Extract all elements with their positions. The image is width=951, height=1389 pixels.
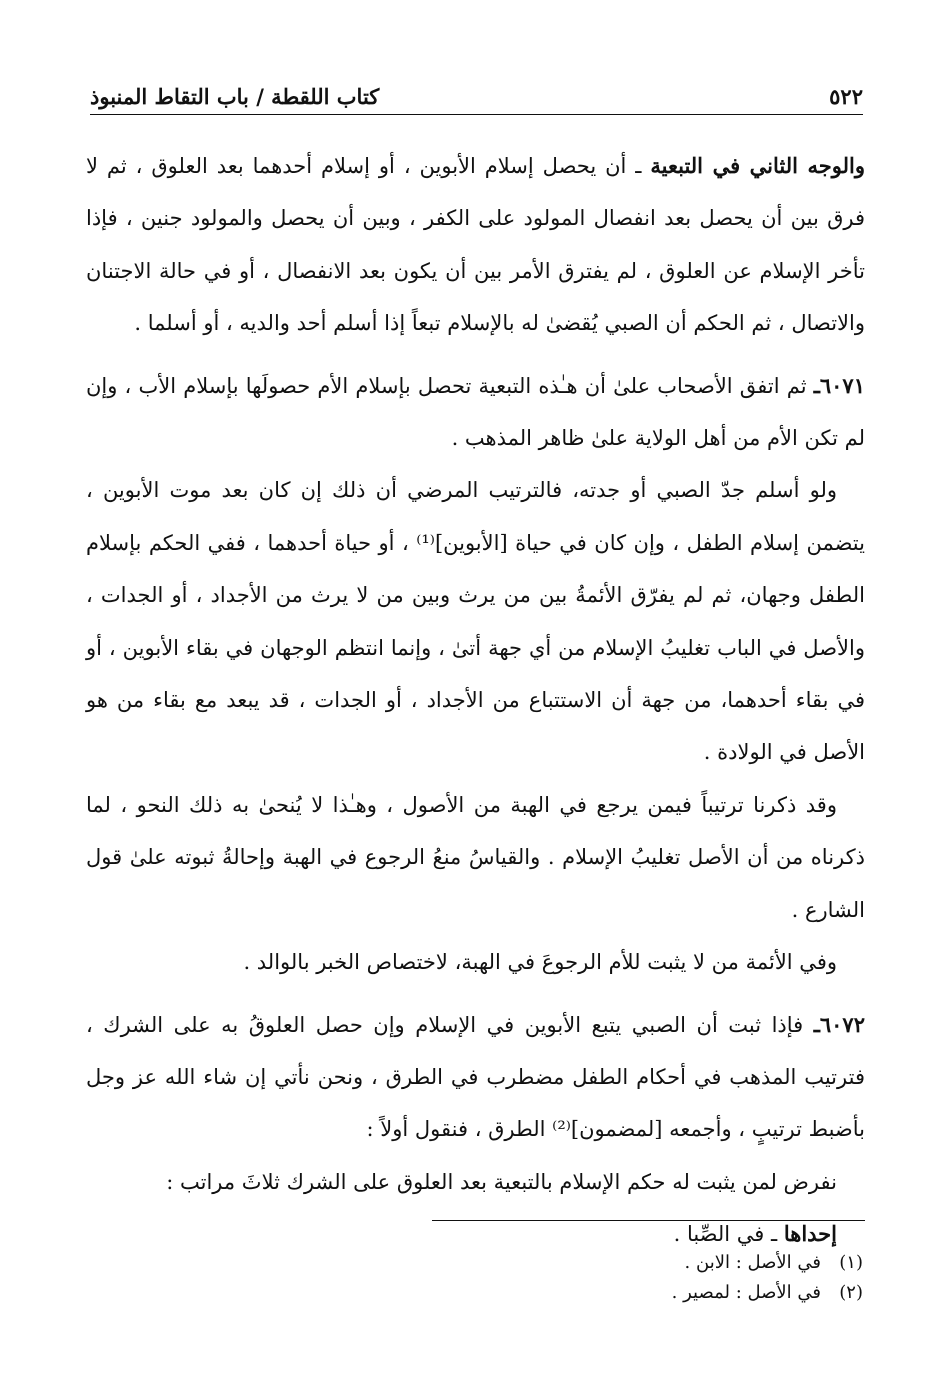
footnote-text: في الأصل : لمصير . [671, 1282, 821, 1303]
page-number: ٥٢٢ [829, 84, 863, 109]
footnote [90, 1278, 863, 1308]
paragraph-lead: والوجه الثاني في التبعية [650, 153, 866, 178]
paragraph-text: ولو أسلم جدّ الصبي أو جدته، فالترتيب المرضي أن ذلك إن كان بعد موت الأبوين ، يتضمن إسلام الطفل ، وإن كان في حياة [الأبوين]⁽¹⁾ ، أو حياة أحدهما ، ففي الحكم بإسلام الطفل وجهان، ثم لم يفرّق الأئمةُ بين من يرث وبين من لا يرث من الأجداد ، أو الجدات ، والأصل في الباب تغليبُ الإسلام من أي جهة أتىٰ ، وإنما انتظم الوجهان في بقاء الأبوين ، أو في بقاء أحدهما، من جهة أن الاستتباع من الأجداد ، أو الجدات ، قد يبعد مع بقاء من هو الأصل في الولادة . [86, 478, 865, 765]
paragraph-text: نفرض لمن يثبت له حكم الإسلام بالتبعية بعد العلوق على الشرك ثلاثَ مراتب : [166, 1169, 837, 1194]
main-text [86, 140, 865, 1261]
paragraph [86, 1156, 865, 1208]
running-header [90, 80, 863, 115]
footnotes [90, 1248, 863, 1308]
section-number: ٦٠٧٢ـ [813, 1011, 865, 1037]
paragraph [86, 779, 865, 936]
paragraph-text: فإذا ثبت أن الصبي يتبع الأبوين في الإسلام وإن حصل العلوقُ به على الشرك ، فترتيب المذهب في أحكام الطفل مضطرب في الطرق ، ونحن نأتي إن شاء الله عز وجل بأضبط ترتيبٍ ، وأجمعه [لمضمون]⁽²⁾ الطرق ، فنقول أولاً : [86, 1012, 865, 1142]
paragraph [86, 360, 865, 465]
paragraph [86, 999, 865, 1156]
paragraph-text: وفي الأئمة من لا يثبت للأم الرجوعَ في الهبة، لاختصاص الخبر بالوالد . [243, 950, 837, 975]
paragraph-text: ثم اتفق الأصحاب علىٰ أن هـٰذه التبعية تحصل بإسلام الأم حصولَها بإسلام الأب ، وإن لم تكن الأم من أهل الولاية علىٰ ظاهر المذهب . [86, 373, 865, 451]
footnote-divider [432, 1220, 865, 1221]
paragraph-text: ـ في الصِّبا . [673, 1222, 784, 1247]
paragraph [86, 140, 865, 350]
paragraph [86, 936, 865, 988]
paragraph-lead: إحداها [783, 1221, 837, 1247]
paragraph-text: وقد ذكرنا ترتيباً فيمن يرجع في الهبة من الأصول ، وهـٰذا لا يُنحىٰ به ذلك النحو ، لما ذكرناه من أن الأصل تغليبُ الإسلام . والقياسُ منعُ الرجوع في الهبة وإحالةُ ثبوته علىٰ قول الشارع . [86, 792, 865, 922]
footnote-number: (٢) [839, 1282, 863, 1303]
paragraph [86, 464, 865, 778]
paragraph-text: ـ أن يحصل إسلام الأبوين ، أو إسلام أحدهما بعد العلوق ، ثم لا فرق بين أن يحصل بعد انفصال المولود على الكفر ، وبين أن يحصل والمولود جنين ، فإذا تأخر الإسلام عن العلوق ، لم يفترق الأمر بين أن يكون بعد الانفصال ، أو في حالة الاجتنان والاتصال ، ثم الحكم أن الصبي يُقضىٰ له بالإسلام تبعاً إذا أسلم أحد والديه ، أو أسلما . [86, 154, 865, 336]
footnote-number: (١) [839, 1252, 863, 1273]
footnote-text: في الأصل : الابن . [684, 1252, 821, 1273]
footnote [90, 1248, 863, 1278]
running-title: كتاب اللقطة / باب التقاط المنبوذ [90, 84, 380, 109]
section-number: ٦٠٧١ـ [813, 372, 865, 398]
